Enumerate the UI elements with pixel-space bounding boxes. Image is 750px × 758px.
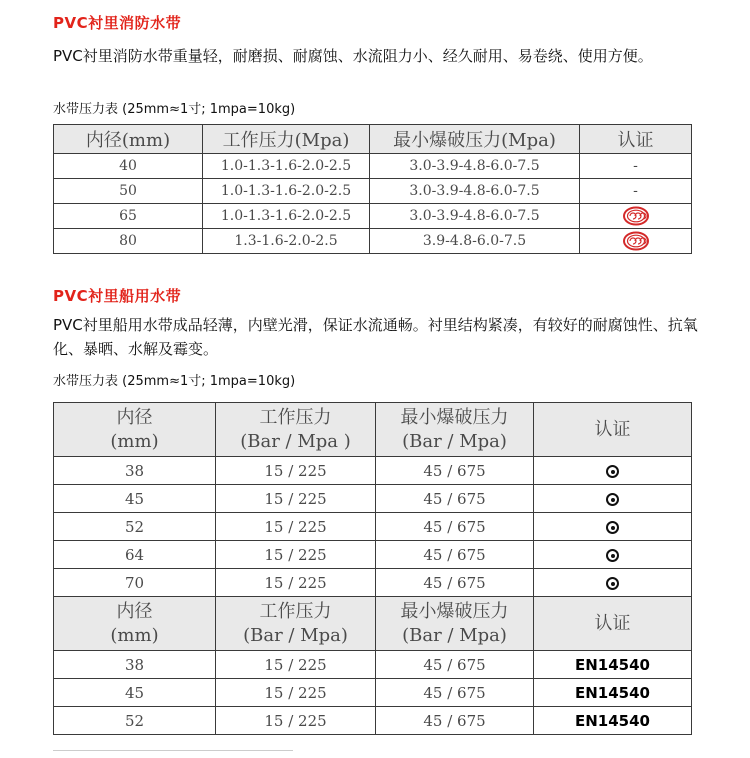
cell-diameter: 64: [54, 541, 216, 569]
table-row: [54, 457, 692, 485]
header-burst-label: 最小爆破压力: [400, 406, 509, 428]
cell-working-pressure: 15 / 225: [216, 679, 376, 707]
cell-burst-pressure: 3.9-4.8-6.0-7.5: [370, 229, 580, 254]
section1-title: PVC衬里消防水带: [53, 14, 182, 32]
header-working-label: 工作压力: [259, 406, 332, 428]
header-diameter-label: 内径: [116, 600, 153, 622]
cell-burst-pressure: 45 / 675: [376, 707, 534, 735]
cell-working-pressure: 15 / 225: [216, 513, 376, 541]
table-row: [54, 204, 692, 229]
table-row: [54, 679, 692, 707]
cell-burst-pressure: 45 / 675: [376, 513, 534, 541]
section1-caption: 水带压力表 (25mm≈1寸; 1mpa=10kg): [53, 102, 296, 117]
header-diameter-unit: (mm): [110, 624, 159, 646]
cell-certification: -: [580, 154, 692, 179]
header-working-unit: (Bar / Mpa): [243, 624, 348, 646]
cell-working-pressure: 1.0-1.3-1.6-2.0-2.5: [203, 154, 370, 179]
cell-certification: -: [580, 179, 692, 204]
cell-certification: [534, 485, 692, 513]
header-working-pressure: 工作压力(Mpa): [203, 125, 370, 154]
cell-diameter: 38: [54, 651, 216, 679]
cell-working-pressure: 1.3-1.6-2.0-2.5: [203, 229, 370, 254]
cell-diameter: 38: [54, 457, 216, 485]
cell-certification: [534, 541, 692, 569]
table-row: [54, 707, 692, 735]
header-burst-pressure: [376, 403, 534, 457]
table-header-row: [54, 125, 692, 154]
fire-hose-pressure-table: [53, 124, 692, 254]
cell-certification: EN14540: [534, 707, 692, 735]
ccc-mark-icon: [623, 231, 649, 251]
header-diameter-label: 内径: [116, 406, 153, 428]
header-working-label: 工作压力: [259, 600, 332, 622]
cell-diameter: 52: [54, 707, 216, 735]
cell-working-pressure: 15 / 225: [216, 707, 376, 735]
cell-working-pressure: 1.0-1.3-1.6-2.0-2.5: [203, 179, 370, 204]
table-row: [54, 651, 692, 679]
cell-working-pressure: 15 / 225: [216, 569, 376, 597]
certification-circle-icon: [606, 577, 619, 590]
cell-burst-pressure: 45 / 675: [376, 485, 534, 513]
header-certification: 认证: [534, 403, 692, 457]
table-header-row: [54, 597, 692, 651]
table-row: [54, 179, 692, 204]
header-diameter: [54, 403, 216, 457]
cell-diameter: 45: [54, 485, 216, 513]
table-row: [54, 541, 692, 569]
cell-certification: EN14540: [534, 679, 692, 707]
header-burst-pressure: [376, 597, 534, 651]
cell-burst-pressure: 45 / 675: [376, 679, 534, 707]
table-header-row: [54, 403, 692, 457]
cell-diameter: 65: [54, 204, 203, 229]
cell-diameter: 45: [54, 679, 216, 707]
cell-burst-pressure: 45 / 675: [376, 569, 534, 597]
certification-circle-icon: [606, 549, 619, 562]
header-certification: 认证: [580, 125, 692, 154]
ccc-mark-icon: [623, 206, 649, 226]
cell-working-pressure: 1.0-1.3-1.6-2.0-2.5: [203, 204, 370, 229]
cell-working-pressure: 15 / 225: [216, 651, 376, 679]
cell-diameter: 70: [54, 569, 216, 597]
section1-description: PVC衬里消防水带重量轻，耐磨损、耐腐蚀、水流阻力小、经久耐用、易卷绕、使用方便。: [53, 47, 653, 65]
certification-circle-icon: [606, 521, 619, 534]
cell-diameter: 80: [54, 229, 203, 254]
certification-circle-icon: [606, 465, 619, 478]
cell-burst-pressure: 45 / 675: [376, 651, 534, 679]
cell-burst-pressure: 3.0-3.9-4.8-6.0-7.5: [370, 179, 580, 204]
cell-burst-pressure: 45 / 675: [376, 541, 534, 569]
marine-hose-pressure-table: [53, 402, 692, 735]
divider: [53, 750, 293, 751]
header-burst-pressure: 最小爆破压力(Mpa): [370, 125, 580, 154]
cell-working-pressure: 15 / 225: [216, 457, 376, 485]
table-row: [54, 485, 692, 513]
cell-burst-pressure: 45 / 675: [376, 457, 534, 485]
cell-burst-pressure: 3.0-3.9-4.8-6.0-7.5: [370, 204, 580, 229]
cell-certification: [534, 457, 692, 485]
cell-diameter: 50: [54, 179, 203, 204]
cell-working-pressure: 15 / 225: [216, 541, 376, 569]
cell-certification: [580, 204, 692, 229]
cell-diameter: 52: [54, 513, 216, 541]
cell-certification: [580, 229, 692, 254]
cell-certification: EN14540: [534, 651, 692, 679]
cell-diameter: 40: [54, 154, 203, 179]
header-working-pressure: [216, 597, 376, 651]
header-diameter: [54, 597, 216, 651]
section2-caption: 水带压力表 (25mm≈1寸; 1mpa=10kg): [53, 374, 296, 389]
header-burst-unit: (Bar / Mpa): [402, 430, 507, 452]
cell-certification: [534, 513, 692, 541]
table-row: [54, 229, 692, 254]
cell-burst-pressure: 3.0-3.9-4.8-6.0-7.5: [370, 154, 580, 179]
cell-certification: [534, 569, 692, 597]
header-burst-unit: (Bar / Mpa): [402, 624, 507, 646]
table-row: [54, 569, 692, 597]
header-working-pressure: [216, 403, 376, 457]
header-certification: 认证: [534, 597, 692, 651]
section2-description: PVC衬里船用水带成品轻薄，内壁光滑，保证水流通畅。衬里结构紧凑，有较好的耐腐蚀性、抗氧化、暴晒、水解及霉变。: [53, 316, 698, 358]
cell-working-pressure: 15 / 225: [216, 485, 376, 513]
header-burst-label: 最小爆破压力: [400, 600, 509, 622]
header-diameter-unit: (mm): [110, 430, 159, 452]
header-diameter: 内径(mm): [54, 125, 203, 154]
table-row: [54, 154, 692, 179]
certification-circle-icon: [606, 493, 619, 506]
section2-title: PVC衬里船用水带: [53, 287, 182, 305]
header-working-unit: (Bar / Mpa ): [240, 430, 351, 452]
table-row: [54, 513, 692, 541]
